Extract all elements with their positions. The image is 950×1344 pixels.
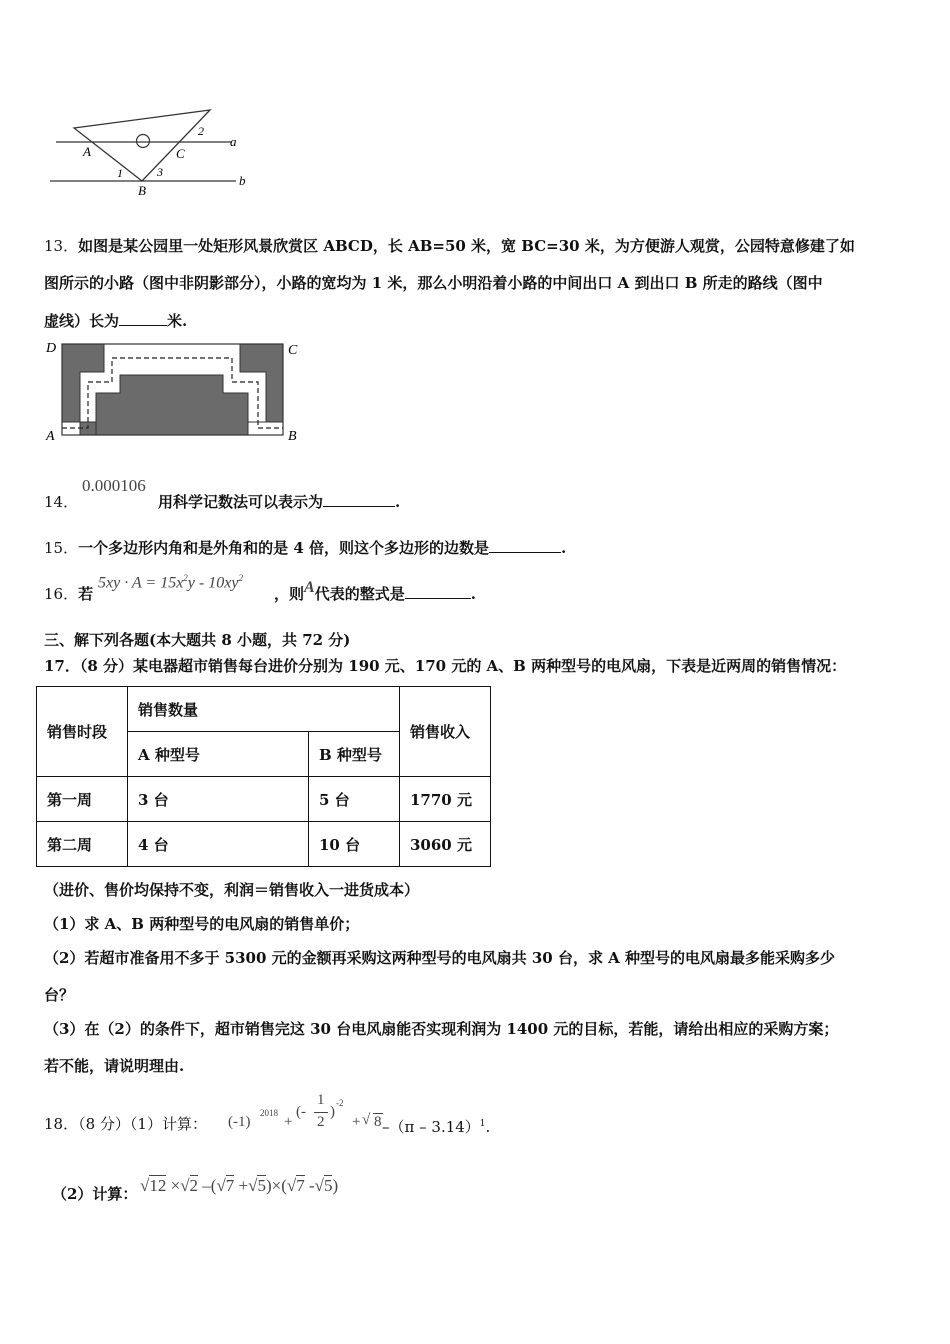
q16-eq-lhs: 5xy · A = 15x [98, 574, 184, 592]
q12-figure [44, 100, 264, 200]
q17-sub1: （1）求 A、B 两种型号的电风扇的销售单价； [44, 915, 360, 933]
q15-number: 15． [44, 539, 79, 557]
q18-sqrt-2: 2 [189, 1176, 199, 1195]
q14-end: . [395, 493, 401, 511]
table-cell-period: 第二周 [37, 822, 128, 867]
table-header-qty: 销售数量 [128, 687, 400, 732]
q13-line3 [44, 311, 187, 331]
q16-var: A [304, 579, 315, 596]
q18-sqrt-12: 12 [149, 1176, 167, 1195]
q13-text-3b: 米. [167, 312, 188, 330]
q16-sup-2: 2 [238, 573, 243, 583]
table-cell-b: 10 台 [309, 822, 400, 867]
table-cell-b: 5 台 [309, 777, 400, 822]
q16-number: 16． [44, 585, 79, 603]
table-header-b: B 种型号 [309, 732, 400, 777]
q18-head-text: 18．（8 分）（1）计算： [44, 1115, 207, 1133]
q17-sub2b: 台？ [44, 986, 75, 1004]
fig12-label-B: B [138, 183, 146, 198]
q16-answer-blank[interactable] [405, 584, 471, 599]
q18-sqrt-5b: 5 [323, 1176, 333, 1195]
q17-note: （进价、售价均保持不变，利润＝销售收入一进货成本） [44, 881, 420, 899]
section3-title: 三、解下列各题(本大题共 8 小题，共 72 分) [44, 631, 351, 649]
table-cell-a: 3 台 [128, 777, 309, 822]
q13-answer-blank[interactable] [119, 311, 167, 326]
q13-text-2: 图所示的小路（图中非阴影部分），小路的宽均为 1 米，那么小明沿着小路的中间出口 A 到出口 B 所走的路线（图中 [44, 274, 823, 292]
fig12-angle-2: 2 [198, 124, 204, 138]
q17-sub2a: （2）若超市准备用不多于 5300 元的金额再采购这两种型号的电风扇共 30 台，求 A 种型号的电风扇最多能采购多少 [44, 949, 836, 967]
q18-end: . [485, 1118, 491, 1136]
q18-sqrt-7a: 7 [225, 1176, 235, 1195]
q15-text: 一个多边形内角和是外角和的是 4 倍，则这个多边形的边数是 [78, 539, 489, 557]
q14-expression: 0.000106 [82, 476, 146, 495]
fig13-label-C: C [288, 343, 298, 358]
table-header-a: A 种型号 [128, 732, 309, 777]
fig12-label-b: b [239, 173, 246, 188]
q18-plus-2: + [352, 1114, 361, 1130]
q14-text: 用科学记数法可以表示为 [158, 493, 324, 511]
fig12-angle-3: 3 [157, 165, 163, 179]
q13-number: 13． [44, 237, 79, 255]
q18-plus-1: + [284, 1114, 293, 1130]
q16-sup-1: 2 [183, 573, 188, 583]
q18-expression-1: (-1) 2018 + (- 1 2 ) -2 + √ 8 [228, 1092, 382, 1130]
q18-minus: – [202, 1176, 211, 1195]
q15-answer-blank[interactable] [489, 538, 561, 553]
q18-rest-exp: 1 [479, 1119, 486, 1129]
q16-eq-mid: y - 10xy [187, 574, 239, 592]
q17-head: 17．（8 分）某电器超市销售每台进价分别为 190 元、170 元的 A、B 两种型号的电风扇，下表是近两周的销售情况： [44, 657, 847, 675]
q16-text: 代表的整式是 [314, 585, 405, 603]
table-row [37, 822, 491, 867]
fig13-label-A: A [46, 429, 55, 444]
q13-line2 [44, 273, 823, 293]
q16-equation [98, 573, 243, 592]
q18-expression-2: √12 ×√2 –(√7 +√5)×(√7 -√5) [140, 1176, 339, 1195]
q18-sqrt-5a: 5 [257, 1176, 266, 1195]
q18-term-2-exp: -2 [336, 1098, 344, 1108]
table-row [37, 777, 491, 822]
table-cell-period: 第一周 [37, 777, 128, 822]
q18-term-1: (-1) [228, 1114, 251, 1130]
q17-sub3a: （3）在（2）的条件下，超市销售完这 30 台电风扇能否实现利润为 1400 元的目标，若能，请给出相应的采购方案； [44, 1020, 839, 1038]
q16-line [44, 584, 93, 604]
q13-figure [42, 336, 312, 448]
q18-frac-num: 1 [317, 1092, 325, 1108]
q13-text-3a: 虚线）长为 [44, 312, 120, 330]
fig12-label-C: C [176, 146, 185, 161]
table-cell-income: 1770 元 [400, 777, 491, 822]
q14-number: 14． [44, 493, 79, 511]
fig13-label-D: D [46, 341, 57, 356]
q15-line [44, 538, 566, 558]
q15-end: . [560, 539, 567, 557]
table-cell-income: 3060 元 [400, 822, 491, 867]
q18-head [44, 1114, 207, 1134]
fig12-label-A: A [83, 144, 91, 159]
table-cell-a: 4 台 [128, 822, 309, 867]
q16-end: . [470, 585, 476, 603]
q14-answer-blank[interactable] [323, 492, 395, 507]
fig12-label-a: a [230, 134, 237, 149]
q13-line1 [44, 236, 855, 256]
q18-rest-text: –（π – 3.14） [382, 1118, 480, 1136]
fig13-label-B: B [288, 429, 297, 444]
q16-mid: ，则 [274, 585, 305, 603]
q18-paren-close: ) [330, 1104, 335, 1120]
q13-text-1: 如图是某公园里一处矩形风景欣赏区 ABCD，长 AB=50 米，宽 BC=30 米，为方便游人观赏，公园特意修建了如 [78, 237, 855, 255]
q18-rest [382, 1114, 490, 1137]
q18-sqrt-8: 8 [374, 1114, 382, 1130]
table-header-period: 销售时段 [37, 687, 128, 777]
q18-term-1-exp: 2018 [260, 1108, 278, 1118]
q18-paren-open: (- [296, 1104, 306, 1120]
q18-part2-label: （2）计算： [52, 1185, 138, 1203]
q18-frac-den: 2 [317, 1114, 325, 1130]
fig12-angle-1: 1 [117, 166, 123, 180]
q16-line-rest [274, 579, 476, 605]
q16-pre: 若 [78, 585, 94, 603]
q17-sales-table [36, 686, 491, 867]
q18-sqrt-7b: 7 [296, 1176, 305, 1195]
table-header-income: 销售收入 [400, 687, 491, 777]
q17-sub3b: 若不能，请说明理由. [44, 1057, 185, 1075]
q14-line [158, 492, 400, 512]
